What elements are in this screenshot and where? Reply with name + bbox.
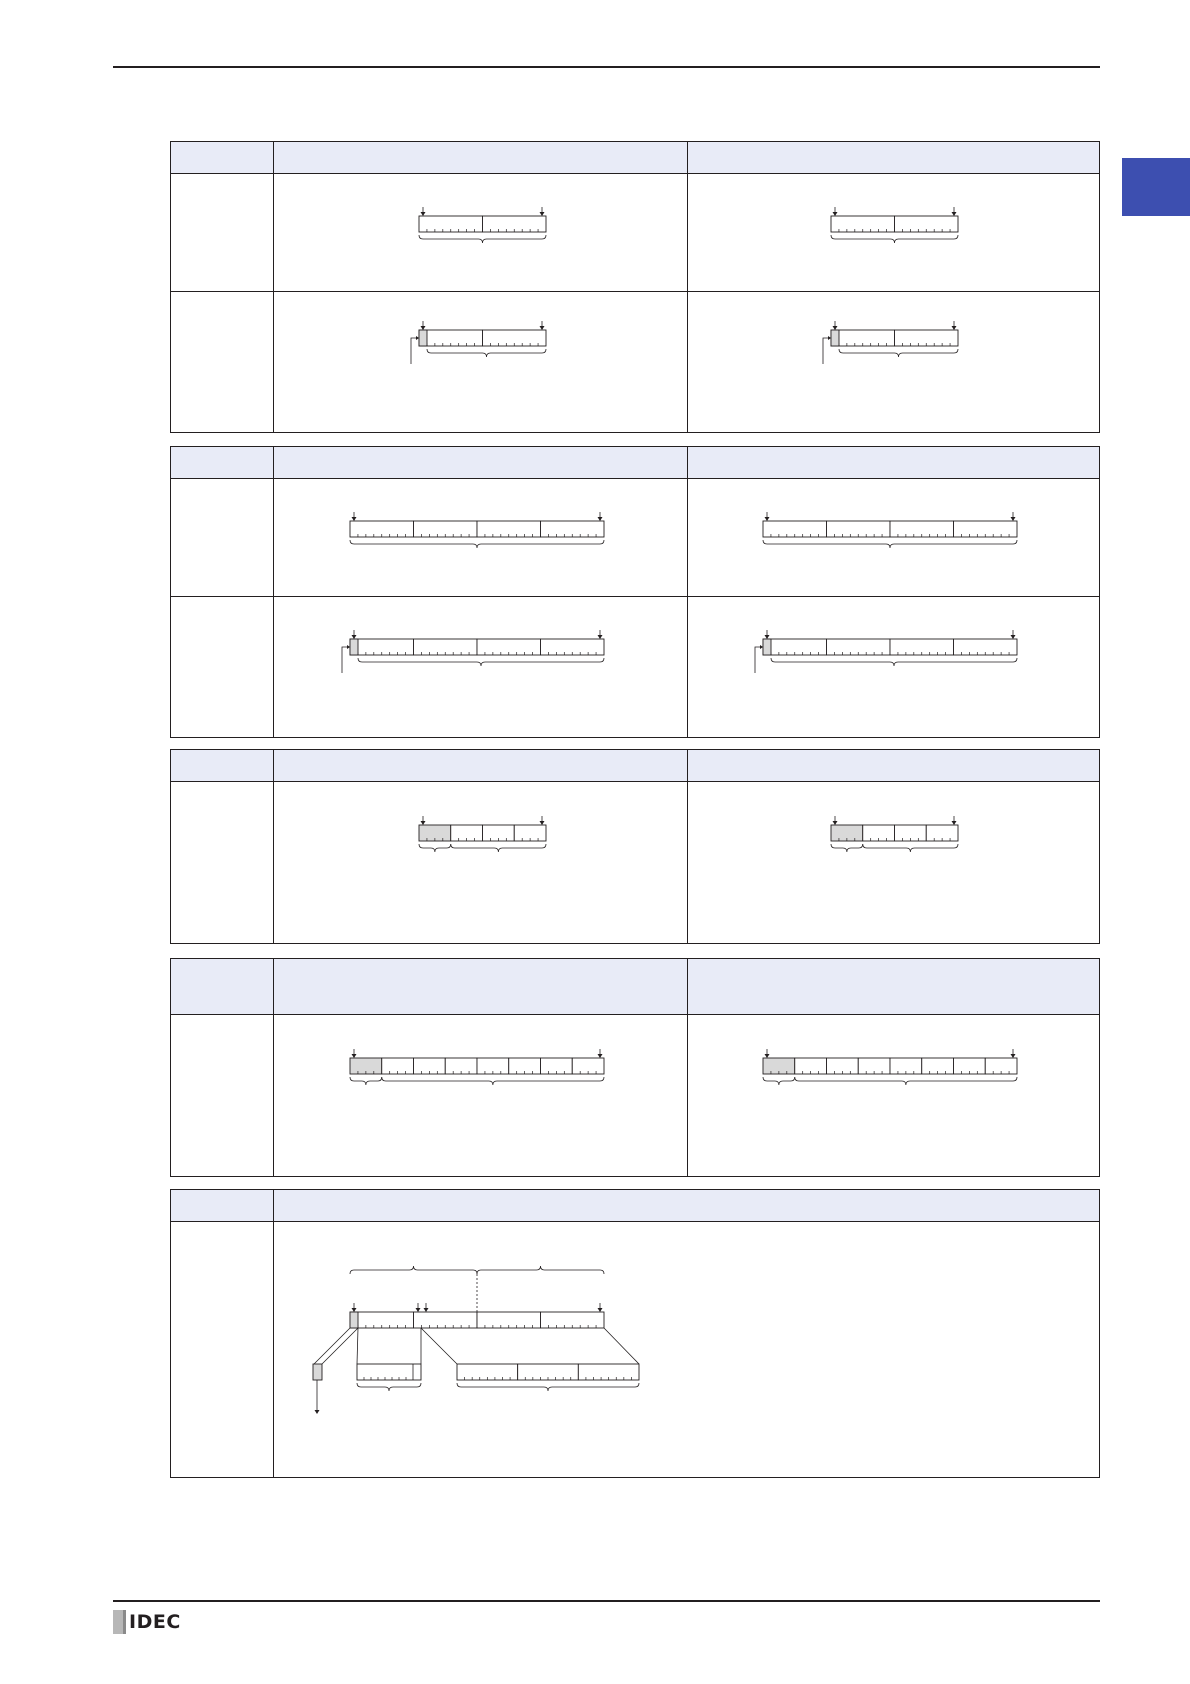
bit-layout-table-1: [170, 141, 1100, 433]
diagram-cell: [687, 597, 1099, 737]
row-label: [171, 782, 273, 943]
table-header-row: [171, 959, 1099, 1014]
bit-layout-table-5: [170, 1189, 1100, 1478]
arrow-head: [347, 645, 350, 649]
bracket: [771, 658, 1017, 666]
arrow-head: [420, 326, 425, 330]
table-row: [171, 1014, 1099, 1176]
expansion-line: [322, 1328, 358, 1364]
bracket: [382, 1077, 604, 1085]
bracket: [457, 1383, 639, 1391]
sign-bit-detail: [313, 1364, 322, 1380]
table-header-row: [171, 750, 1099, 781]
arrow-head: [539, 821, 544, 825]
diagram-cell: [273, 174, 687, 291]
expansion-line: [314, 1328, 350, 1364]
arrow-head: [760, 645, 763, 649]
arrow-head: [832, 821, 837, 825]
table-row: [171, 478, 1099, 596]
bracket: [350, 1266, 477, 1274]
bracket: [357, 1383, 421, 1391]
bit-layout-table-2: [170, 446, 1100, 738]
sign-bit-leader: [823, 338, 829, 364]
diagram-cell: [273, 782, 687, 943]
bracket: [350, 1077, 382, 1085]
header-cell: [171, 1190, 273, 1221]
arrow-head: [351, 517, 356, 521]
bit-diagram: [688, 479, 1101, 597]
arrow-head: [1010, 635, 1015, 639]
table-header-row: [171, 142, 1099, 173]
bracket: [831, 235, 958, 243]
row-label: [171, 174, 273, 291]
header-cell: [171, 959, 273, 1014]
header-cell: [273, 142, 687, 173]
logo-mark-shadow: [123, 1610, 126, 1634]
diagram-cell: [687, 174, 1099, 291]
bracket: [795, 1077, 1017, 1085]
arrow-head: [764, 635, 769, 639]
bracket: [419, 235, 546, 243]
bit-diagram: [688, 292, 1101, 433]
bracket: [763, 1077, 795, 1085]
expansion-line: [421, 1328, 457, 1364]
sign-bit: [350, 1312, 358, 1328]
register-word: [357, 1364, 421, 1380]
arrow-head: [539, 212, 544, 216]
bracket: [839, 349, 958, 357]
header-cell: [273, 447, 687, 478]
arrow-head: [828, 336, 831, 340]
header-cell: [687, 142, 1099, 173]
diagram-cell: [687, 782, 1099, 943]
diagram-cell: [273, 1222, 1099, 1477]
bit-diagram: [688, 174, 1101, 292]
sign-bit-leader: [342, 647, 348, 673]
diagram-cell: [687, 292, 1099, 432]
table-row: [171, 1221, 1099, 1477]
arrow-head: [1010, 1054, 1015, 1058]
arrow-head: [597, 517, 602, 521]
diagram-cell: [273, 1015, 687, 1176]
sign-bit: [763, 639, 771, 655]
header-cell: [687, 959, 1099, 1014]
brand-logo: [113, 1609, 181, 1635]
row-label: [171, 292, 273, 432]
arrow-head: [314, 1410, 319, 1414]
bit-diagram: [274, 597, 689, 738]
bracket: [831, 844, 863, 852]
sign-bit: [419, 330, 427, 346]
arrow-head: [416, 336, 419, 340]
arrow-head: [597, 1308, 602, 1312]
arrow-head: [951, 326, 956, 330]
arrow-head: [420, 212, 425, 216]
arrow-head: [832, 212, 837, 216]
footer-rule: [113, 1600, 1100, 1602]
chapter-tab: [1122, 158, 1190, 216]
bracket: [477, 1266, 604, 1274]
bit-diagram: [688, 782, 1101, 944]
bit-layout-table-3: [170, 749, 1100, 944]
bit-diagram: [274, 479, 689, 597]
header-cell: [171, 447, 273, 478]
diagram-cell: [687, 479, 1099, 596]
arrow-head: [597, 1054, 602, 1058]
table-header-row: [171, 1190, 1099, 1221]
arrow-head: [351, 1308, 356, 1312]
bracket: [419, 844, 451, 852]
arrow-head: [951, 212, 956, 216]
sign-bit-leader: [411, 338, 417, 364]
table-row: [171, 173, 1099, 291]
arrow-head: [764, 517, 769, 521]
header-cell: [273, 750, 687, 781]
header-cell: [273, 1190, 1099, 1221]
expansion-line: [604, 1328, 639, 1364]
expansion-line: [357, 1328, 358, 1364]
header-cell: [171, 142, 273, 173]
diagram-cell: [273, 597, 687, 737]
header-cell: [687, 447, 1099, 478]
table-row: [171, 781, 1099, 943]
sign-bit: [831, 330, 839, 346]
diagram-cell: [273, 292, 687, 432]
table-header-row: [171, 447, 1099, 478]
row-label: [171, 479, 273, 596]
bit-diagram: [688, 597, 1101, 738]
bracket: [763, 540, 1017, 548]
arrow-head: [420, 821, 425, 825]
bit-diagram: [274, 292, 689, 433]
bracket: [350, 540, 604, 548]
logo-text: IDEC: [129, 1611, 181, 1633]
bracket: [427, 349, 546, 357]
sign-bit-leader: [755, 647, 761, 673]
bracket: [863, 844, 958, 852]
arrow-head: [415, 1308, 420, 1312]
bit-diagram: [274, 174, 689, 292]
header-cell: [273, 959, 687, 1014]
bit-diagram: [274, 782, 689, 944]
diagram-cell: [273, 479, 687, 596]
table-row: [171, 291, 1099, 432]
arrow-head: [351, 1054, 356, 1058]
bit-diagram: [688, 1015, 1101, 1177]
bracket: [358, 658, 604, 666]
arrow-head: [1010, 517, 1015, 521]
row-label: [171, 1015, 273, 1176]
bit-layout-table-4: [170, 958, 1100, 1177]
row-label: [171, 1222, 273, 1477]
header-cell: [687, 750, 1099, 781]
arrow-head: [951, 821, 956, 825]
arrow-head: [597, 635, 602, 639]
header-cell: [171, 750, 273, 781]
arrow-head: [764, 1054, 769, 1058]
arrow-head: [423, 1308, 428, 1312]
header-rule: [113, 66, 1100, 68]
table-row: [171, 596, 1099, 737]
bit-diagram: [274, 1015, 689, 1177]
bracket: [451, 844, 546, 852]
arrow-head: [351, 635, 356, 639]
sign-bit: [350, 639, 358, 655]
arrow-head: [832, 326, 837, 330]
float-format-diagram: [274, 1222, 1102, 1478]
logo-mark: [113, 1610, 123, 1634]
row-label: [171, 597, 273, 737]
diagram-cell: [687, 1015, 1099, 1176]
arrow-head: [539, 326, 544, 330]
